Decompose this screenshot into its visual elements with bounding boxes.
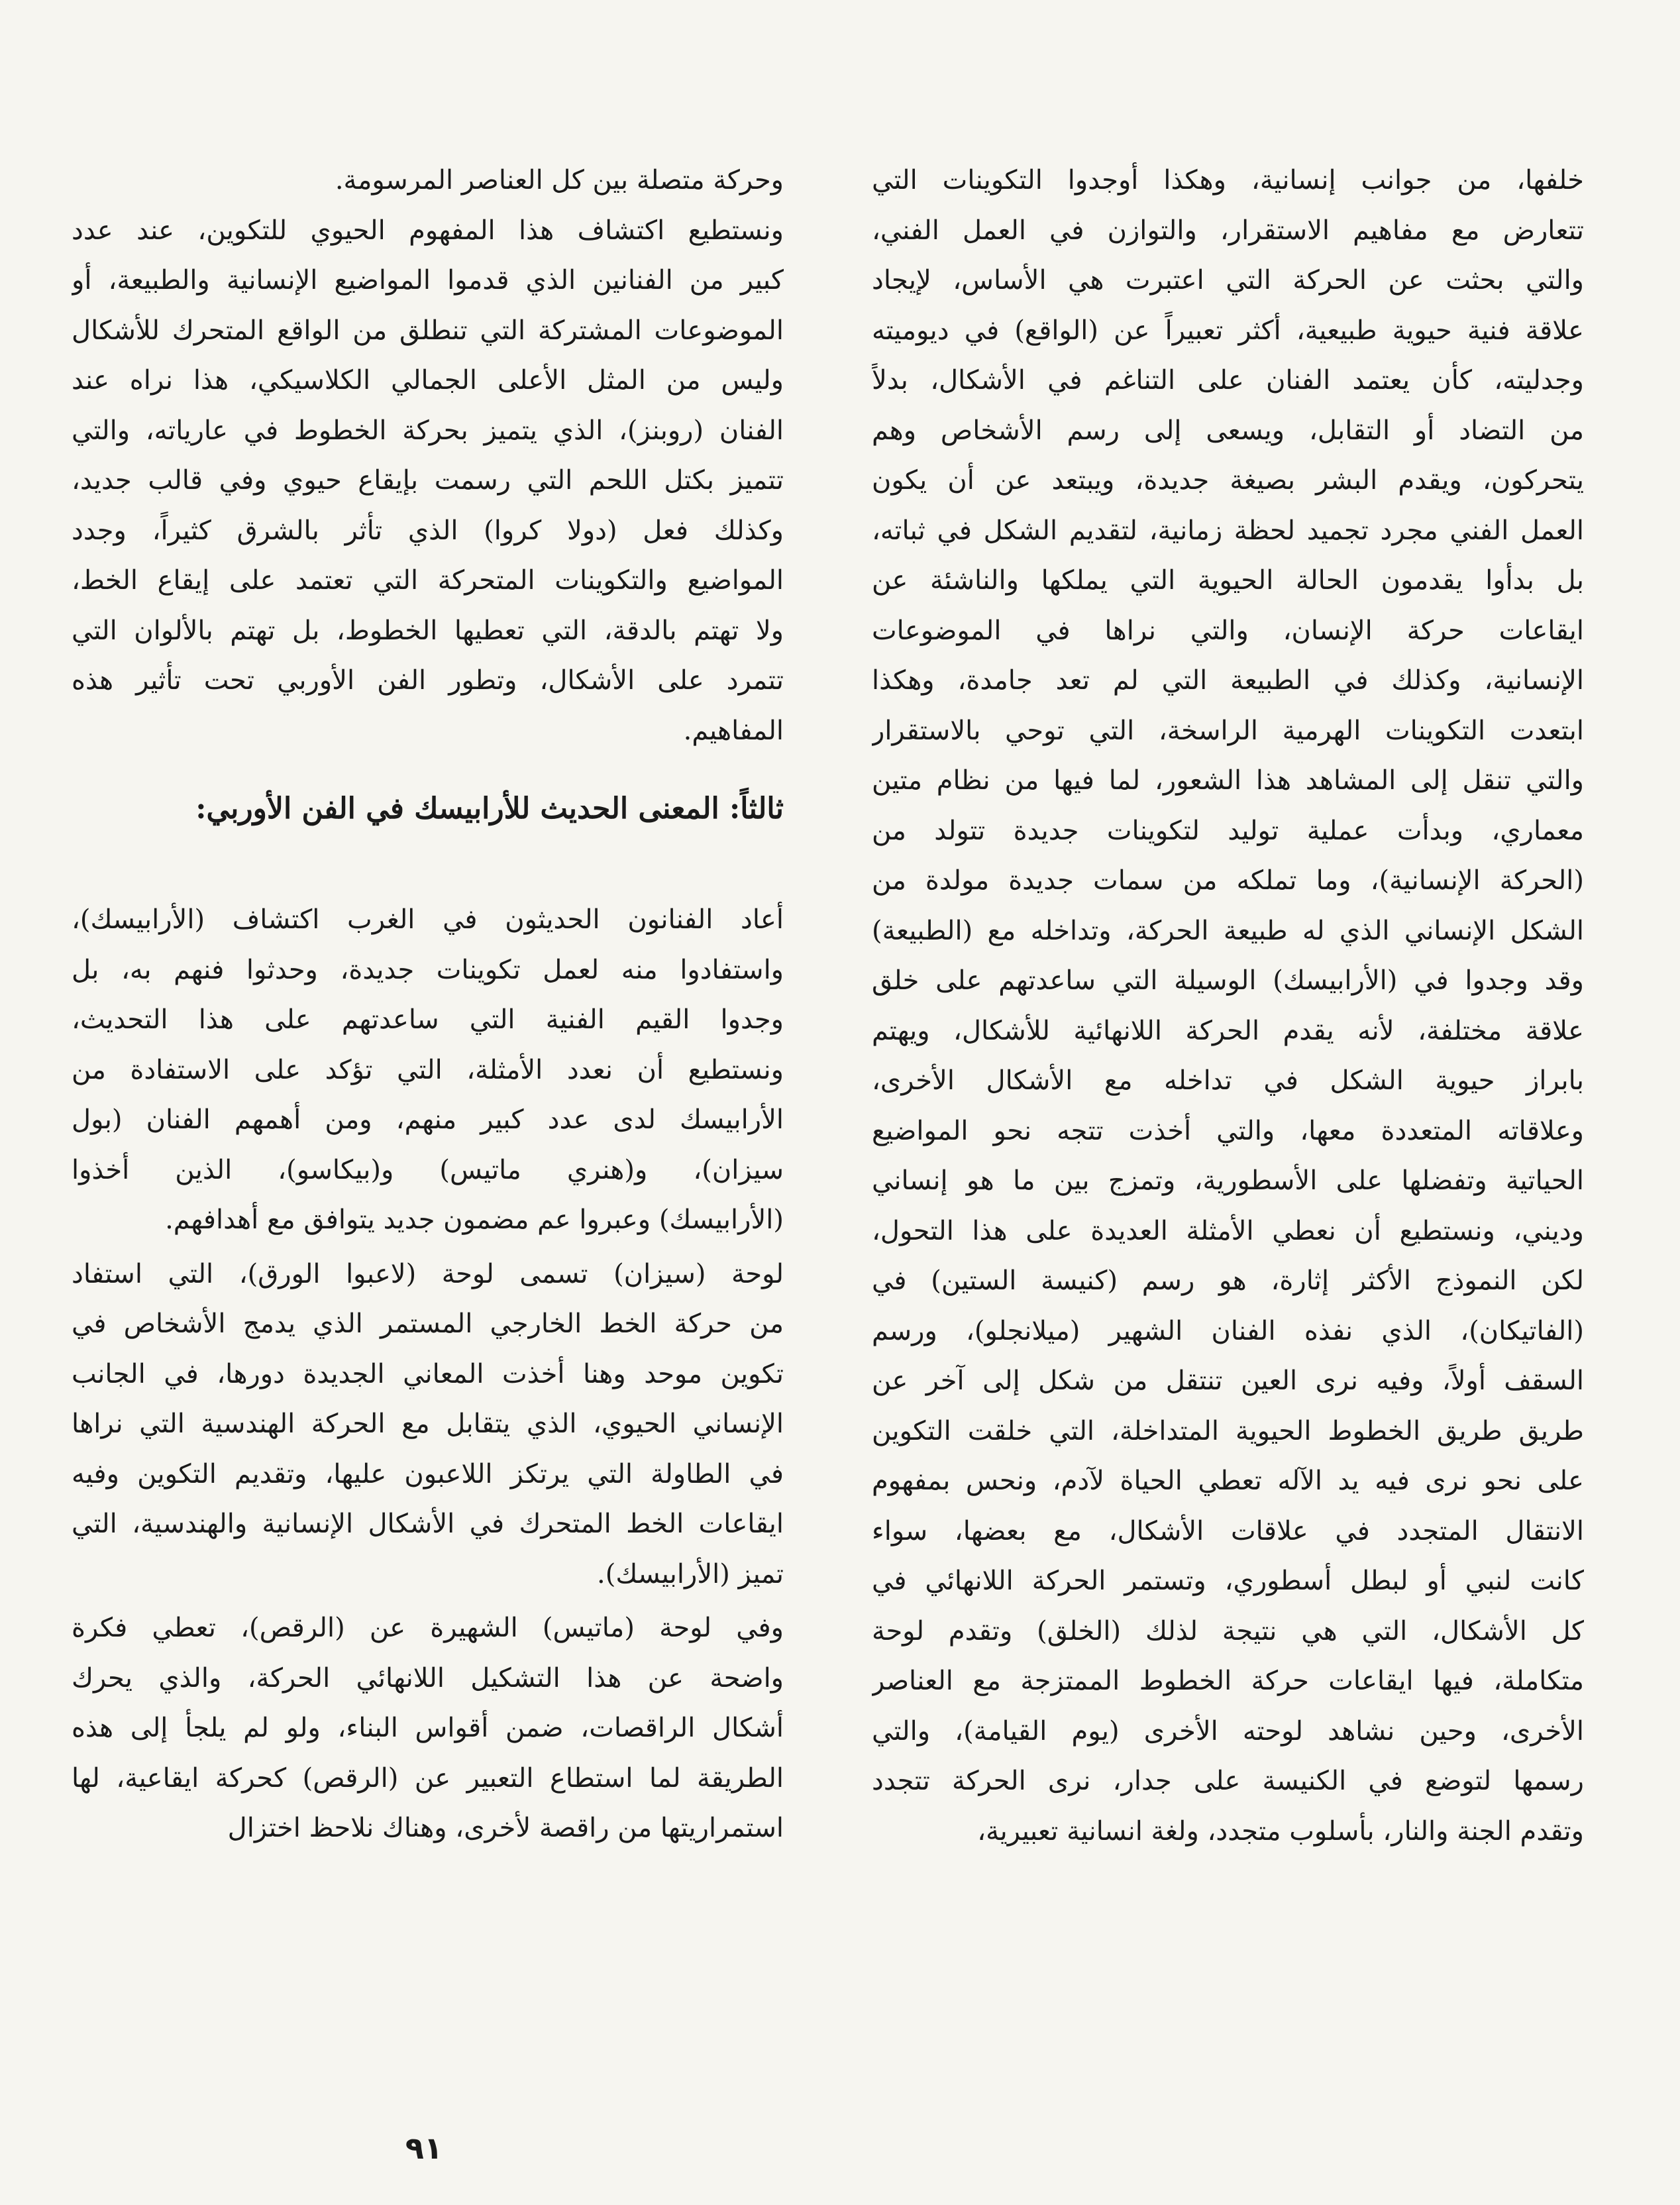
text-line: الأرابيسك لدى عدد كبير منهم، ومن أهمهم الفنان (بول [72, 1104, 784, 1135]
text-line: تتمرد على الأشكال، وتطور الفن الأوربي تحت تأثير هذه [72, 665, 784, 696]
text-line: كل الأشكال، التي هي نتيجة لذلك (الخلق) وتقدم لوحة [872, 1615, 1584, 1646]
page-number: ٩١ [405, 2130, 443, 2166]
text-line: (الحركة الإنسانية)، وما تملكه من سمات جديدة مولدة من [872, 865, 1584, 896]
text-line: وحركة متصلة بين كل العناصر المرسومة. [335, 165, 784, 195]
text-line: ايقاعات حركة الإنسان، والتي نراها في الموضوعات [872, 615, 1584, 646]
text-line: على نحو نرى فيه يد الآله تعطي الحياة لآدم، ونحس بمفهوم [872, 1466, 1584, 1496]
text-line: معماري، وبدأت عملية توليد لتكوينات جديدة تتولد من [872, 815, 1584, 846]
text-line: الإنسانية، وكذلك في الطبيعة التي لم تعد جامدة، وهكذا [872, 665, 1584, 696]
section-paragraph-3 [72, 1603, 784, 1854]
left-column [72, 156, 784, 2130]
text-line: طريق طريق الخطوط الحيوية المتداخلة، التي خلقت التكوين [872, 1415, 1584, 1446]
text-line: علاقة مختلفة، لأنه يقدم الحركة اللانهائية للأشكال، ويهتم [872, 1015, 1584, 1046]
text-line: ونستطيع اكتشاف هذا المفهوم الحيوي للتكوين، عند عدد [72, 215, 784, 246]
text-line: العمل الفني مجرد تجميد لحظة زمانية، لتقديم الشكل في ثباته، [872, 515, 1584, 546]
text-line: يتحركون، ويقدم البشر بصيغة جديدة، ويبتعد عن أن يكون [872, 465, 1584, 496]
text-line: وعلاقاته المتعددة معها، والتي أخذت تتجه نحو المواضيع [872, 1115, 1584, 1146]
text-line: والتي بحثت عن الحركة التي اعتبرت هي الأساس، لإيجاد [872, 265, 1584, 296]
text-line: أشكال الراقصات، ضمن أقواس البناء، ولو لم يلجأ إلى هذه [72, 1713, 784, 1743]
text-line: من التضاد أو التقابل، ويسعى إلى رسم الأشخاص وهم [872, 415, 1584, 446]
text-line: واستفادوا منه لعمل تكوينات جديدة، وحدثوا فنهم به، بل [72, 954, 784, 985]
text-line: المفاهيم. [683, 715, 784, 746]
text-line: الإنساني الحيوي، الذي يتقابل مع الحركة الهندسية التي نراها [72, 1409, 784, 1439]
intro-paragraphs [72, 156, 784, 756]
text-line: (الأرابيسك) وعبروا عم مضمون جديد يتوافق مع أهدافهم. [165, 1205, 784, 1235]
text-line: المواضيع والتكوينات المتحركة التي تعتمد على إيقاع الخط، [72, 565, 784, 596]
text-line: وتقدم الجنة والنار، بأسلوب متجدد، ولغة انسانية تعبيرية، [977, 1815, 1584, 1847]
text-line: ولا تهتم بالدقة، التي تعطيها الخطوط، بل تهتم بالألوان التي [72, 615, 784, 646]
section-heading: ثالثاً: المعنى الحديث للأرابيسك في الفن الأوربي: [195, 792, 784, 826]
text-line: الأخرى، وحين نشاهد لوحته الأخرى (يوم القيامة)، والتي [872, 1715, 1584, 1747]
text-line: كبير من الفنانين الذي قدموا المواضيع الإنسانية والطبيعة، أو [72, 265, 784, 296]
text-line: بل بدأوا يقدمون الحالة الحيوية التي يملكها والناشئة عن [872, 565, 1584, 596]
text-line: تميز (الأرابيسك). [597, 1558, 784, 1589]
text-line: وكذلك فعل (دولا كروا) الذي تأثر بالشرق كثيراً، وجدد [72, 515, 784, 546]
text-line: لكن النموذج الأكثر إثارة، هو رسم (كنيسة الستين) في [872, 1265, 1584, 1296]
text-line: في الطاولة التي يرتكز اللاعبون عليها، وتقديم التكوين وفيه [72, 1458, 784, 1489]
text-line: الحياتية وتفضلها على الأسطورية، وتمزج بين ما هو إنساني [872, 1165, 1584, 1196]
text-line: استمراريتها من راقصة لأخرى، وهناك نلاحظ اختزال [227, 1813, 784, 1843]
text-line: الفنان (روبنز)، الذي يتميز بحركة الخطوط في عارياته، والتي [72, 415, 784, 446]
text-line: وليس من المثل الأعلى الجمالي الكلاسيكي، هذا نراه عند [72, 365, 784, 396]
text-line: تتعارض مع مفاهيم الاستقرار، والتوازن في العمل الفني، [872, 215, 1584, 246]
text-line: تتميز بكتل اللحم التي رسمت بإيقاع حيوي وفي قالب جديد، [72, 465, 784, 496]
text-line: بابراز حيوية الشكل في تداخله مع الأشكال الأخرى، [872, 1065, 1584, 1096]
text-line: خلفها، من جوانب إنسانية، وهكذا أوجدوا التكوينات التي [872, 165, 1584, 195]
text-line: واضحة عن هذا التشكيل اللانهائي الحركة، والذي يحرك [72, 1662, 784, 1694]
text-line: سيزان)، و(هنري ماتيس) و(بيكاسو)، الذين أخذوا [72, 1154, 784, 1185]
text-line: وقد وجدوا في (الأرابيسك) الوسيلة التي ساعدتهم على خلق [872, 965, 1584, 996]
text-line: تكوين موحد وهنا أخذت المعاني الجديدة دورها، في الجانب [72, 1358, 784, 1389]
text-line: لوحة (سيزان) تسمى لوحة (لاعبوا الورق)، التي استفاد [72, 1258, 784, 1289]
text-line: (الفاتيكان)، الذي نفذه الفنان الشهير (ميلانجلو)، ورسم [872, 1315, 1584, 1346]
text-line: السقف أولاً، وفيه نرى العين تنتقل من شكل إلى آخر عن [872, 1366, 1584, 1396]
text-line: رسمها لتوضع في الكنيسة على جدار، نرى الحركة تتجدد [872, 1766, 1584, 1796]
text-line: كانت لنبي أو لبطل أسطوري، وتستمر الحركة اللانهائي في [872, 1566, 1584, 1596]
text-line: الموضوعات المشتركة التي تنطلق من الواقع المتحرك للأشكال [72, 315, 784, 346]
section-paragraph-1 [72, 895, 784, 1246]
text-line: الطريقة لما استطاع التعبير عن (الرقص) كحركة ايقاعية، لها [72, 1762, 784, 1794]
text-line: وجدليته، كأن يعتمد الفنان على التناغم في الأشكال، بدلاً [872, 365, 1584, 396]
text-line: ونستطيع أن نعدد الأمثلة، التي تؤكد على الاستفادة من [72, 1054, 784, 1085]
text-line: الشكل الإنساني الذي له طبيعة الحركة، وتداخله مع (الطبيعة) [872, 915, 1584, 946]
text-line: علاقة فنية حيوية طبيعية، أكثر تعبيراً عن (الواقع) في ديوميته [872, 315, 1584, 346]
text-line: أعاد الفنانون الحديثون في الغرب اكتشاف (الأرابيسك)، [72, 904, 784, 935]
text-line: الانتقال المتجدد في علاقات الأشكال، مع بعضها، سواء [872, 1515, 1584, 1546]
text-line: ايقاعات الخط المتحرك في الأشكال الإنسانية والهندسية، التي [72, 1509, 784, 1539]
text-line: والتي تنقل إلى المشاهد هذا الشعور، لما فيها من نظام متين [872, 765, 1584, 796]
text-line: من حركة الخط الخارجي المستمر الذي يدمج الأشخاص في [72, 1309, 784, 1339]
right-column [872, 156, 1584, 2130]
section-paragraph-2 [72, 1250, 784, 1600]
text-line: وديني، ونستطيع أن نعطي الأمثلة العديدة على هذا التحول، [872, 1215, 1584, 1246]
text-line: وجدوا القيم الفنية التي ساعدتهم على هذا التحديث، [72, 1004, 784, 1035]
text-line: متكاملة، فيها ايقاعات حركة الخطوط الممتزجة مع العناصر [872, 1666, 1584, 1696]
text-line: ابتعدت التكوينات الهرمية الراسخة، التي توحي بالاستقرار [872, 715, 1584, 746]
text-line: وفي لوحة (ماتيس) الشهيرة عن (الرقص)، تعطي فكرة [72, 1613, 784, 1643]
